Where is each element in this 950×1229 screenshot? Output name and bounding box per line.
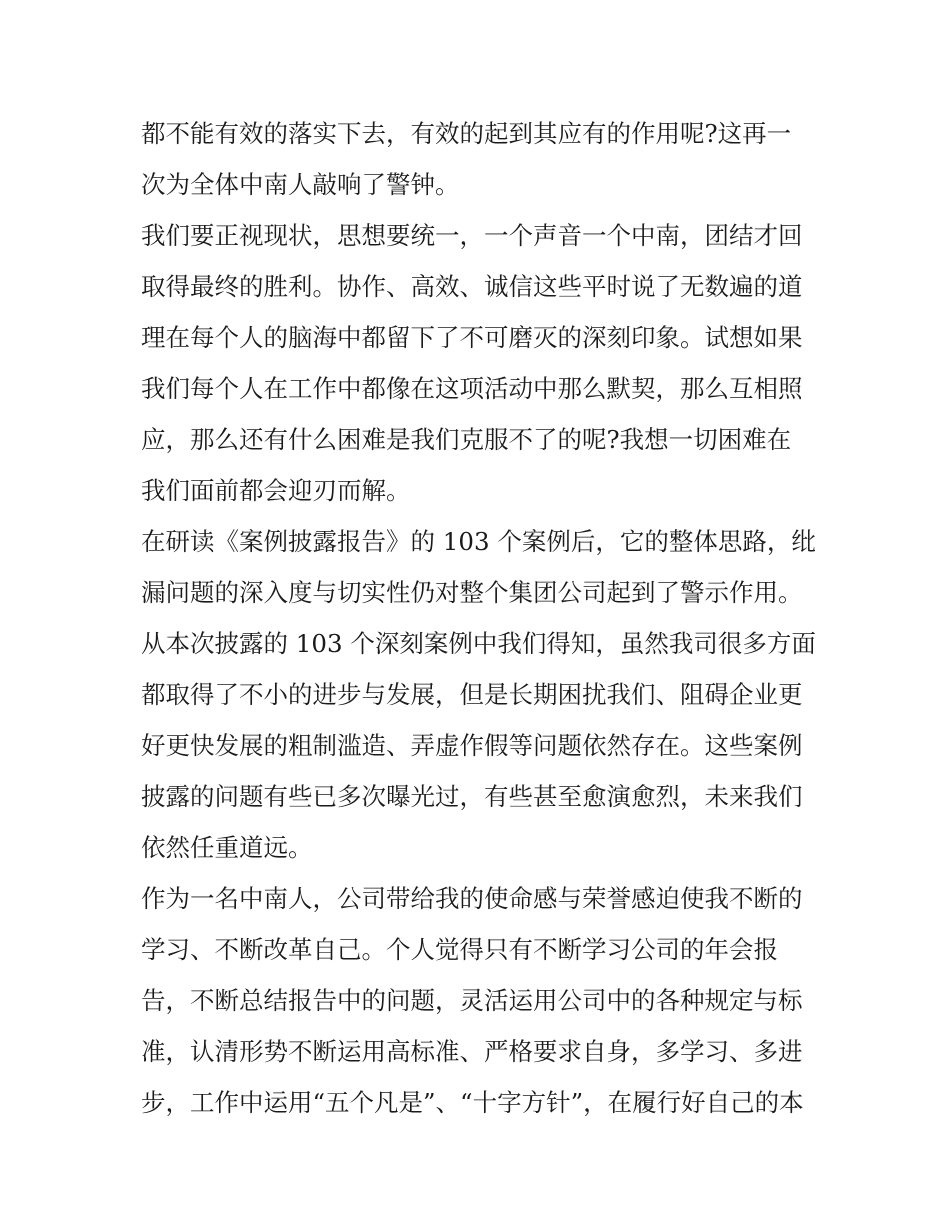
text-line: 都不能有效的落实下去，有效的起到其应有的作用呢?这再一 bbox=[141, 119, 792, 148]
text-line: 学习、不断改革自己。个人觉得只有不断学习公司的年会报 bbox=[141, 935, 778, 964]
text-line: 我们面前都会迎刃而解。 bbox=[141, 476, 411, 505]
text-line: 披露的问题有些已多次曝光过，有些甚至愈演愈烈，未来我们 bbox=[141, 782, 803, 811]
text-line: 步，工作中运用“五个凡是”、“十字方针”，在履行好自己的本 bbox=[141, 1088, 804, 1117]
text-line: 依然任重道远。 bbox=[141, 833, 313, 862]
text-line: 漏问题的深入度与切实性仍对整个集团公司起到了警示作用。 bbox=[141, 578, 803, 607]
text-line: 在研读《案例披露报告》的 103 个案例后，它的整体思路，纰 bbox=[141, 527, 816, 556]
text-line: 都取得了不小的进步与发展，但是长期困扰我们、阻碍企业更 bbox=[141, 680, 803, 709]
text-line: 应，那么还有什么困难是我们克服不了的呢?我想一切困难在 bbox=[141, 425, 792, 454]
text-line: 准，认清形势不断运用高标准、严格要求自身，多学习、多进 bbox=[141, 1037, 803, 1066]
text-line: 好更快发展的粗制滥造、弄虚作假等问题依然存在。这些案例 bbox=[141, 731, 803, 760]
text-line: 取得最终的胜利。协作、高效、诚信这些平时说了无数遍的道 bbox=[141, 272, 803, 301]
text-line: 告，不断总结报告中的问题，灵活运用公司中的各种规定与标 bbox=[141, 986, 803, 1015]
body-text bbox=[141, 108, 821, 1128]
text-line: 作为一名中南人，公司带给我的使命感与荣誉感迫使我不断的 bbox=[141, 884, 803, 913]
text-line: 我们每个人在工作中都像在这项活动中那么默契，那么互相照 bbox=[141, 374, 803, 403]
text-line: 理在每个人的脑海中都留下了不可磨灭的深刻印象。试想如果 bbox=[141, 323, 803, 352]
text-line: 我们要正视现状，思想要统一，一个声音一个中南，团结才回 bbox=[141, 221, 803, 250]
text-line: 次为全体中南人敲响了警钟。 bbox=[141, 170, 460, 199]
text-line: 从本次披露的 103 个深刻案例中我们得知，虽然我司很多方面 bbox=[141, 629, 816, 658]
